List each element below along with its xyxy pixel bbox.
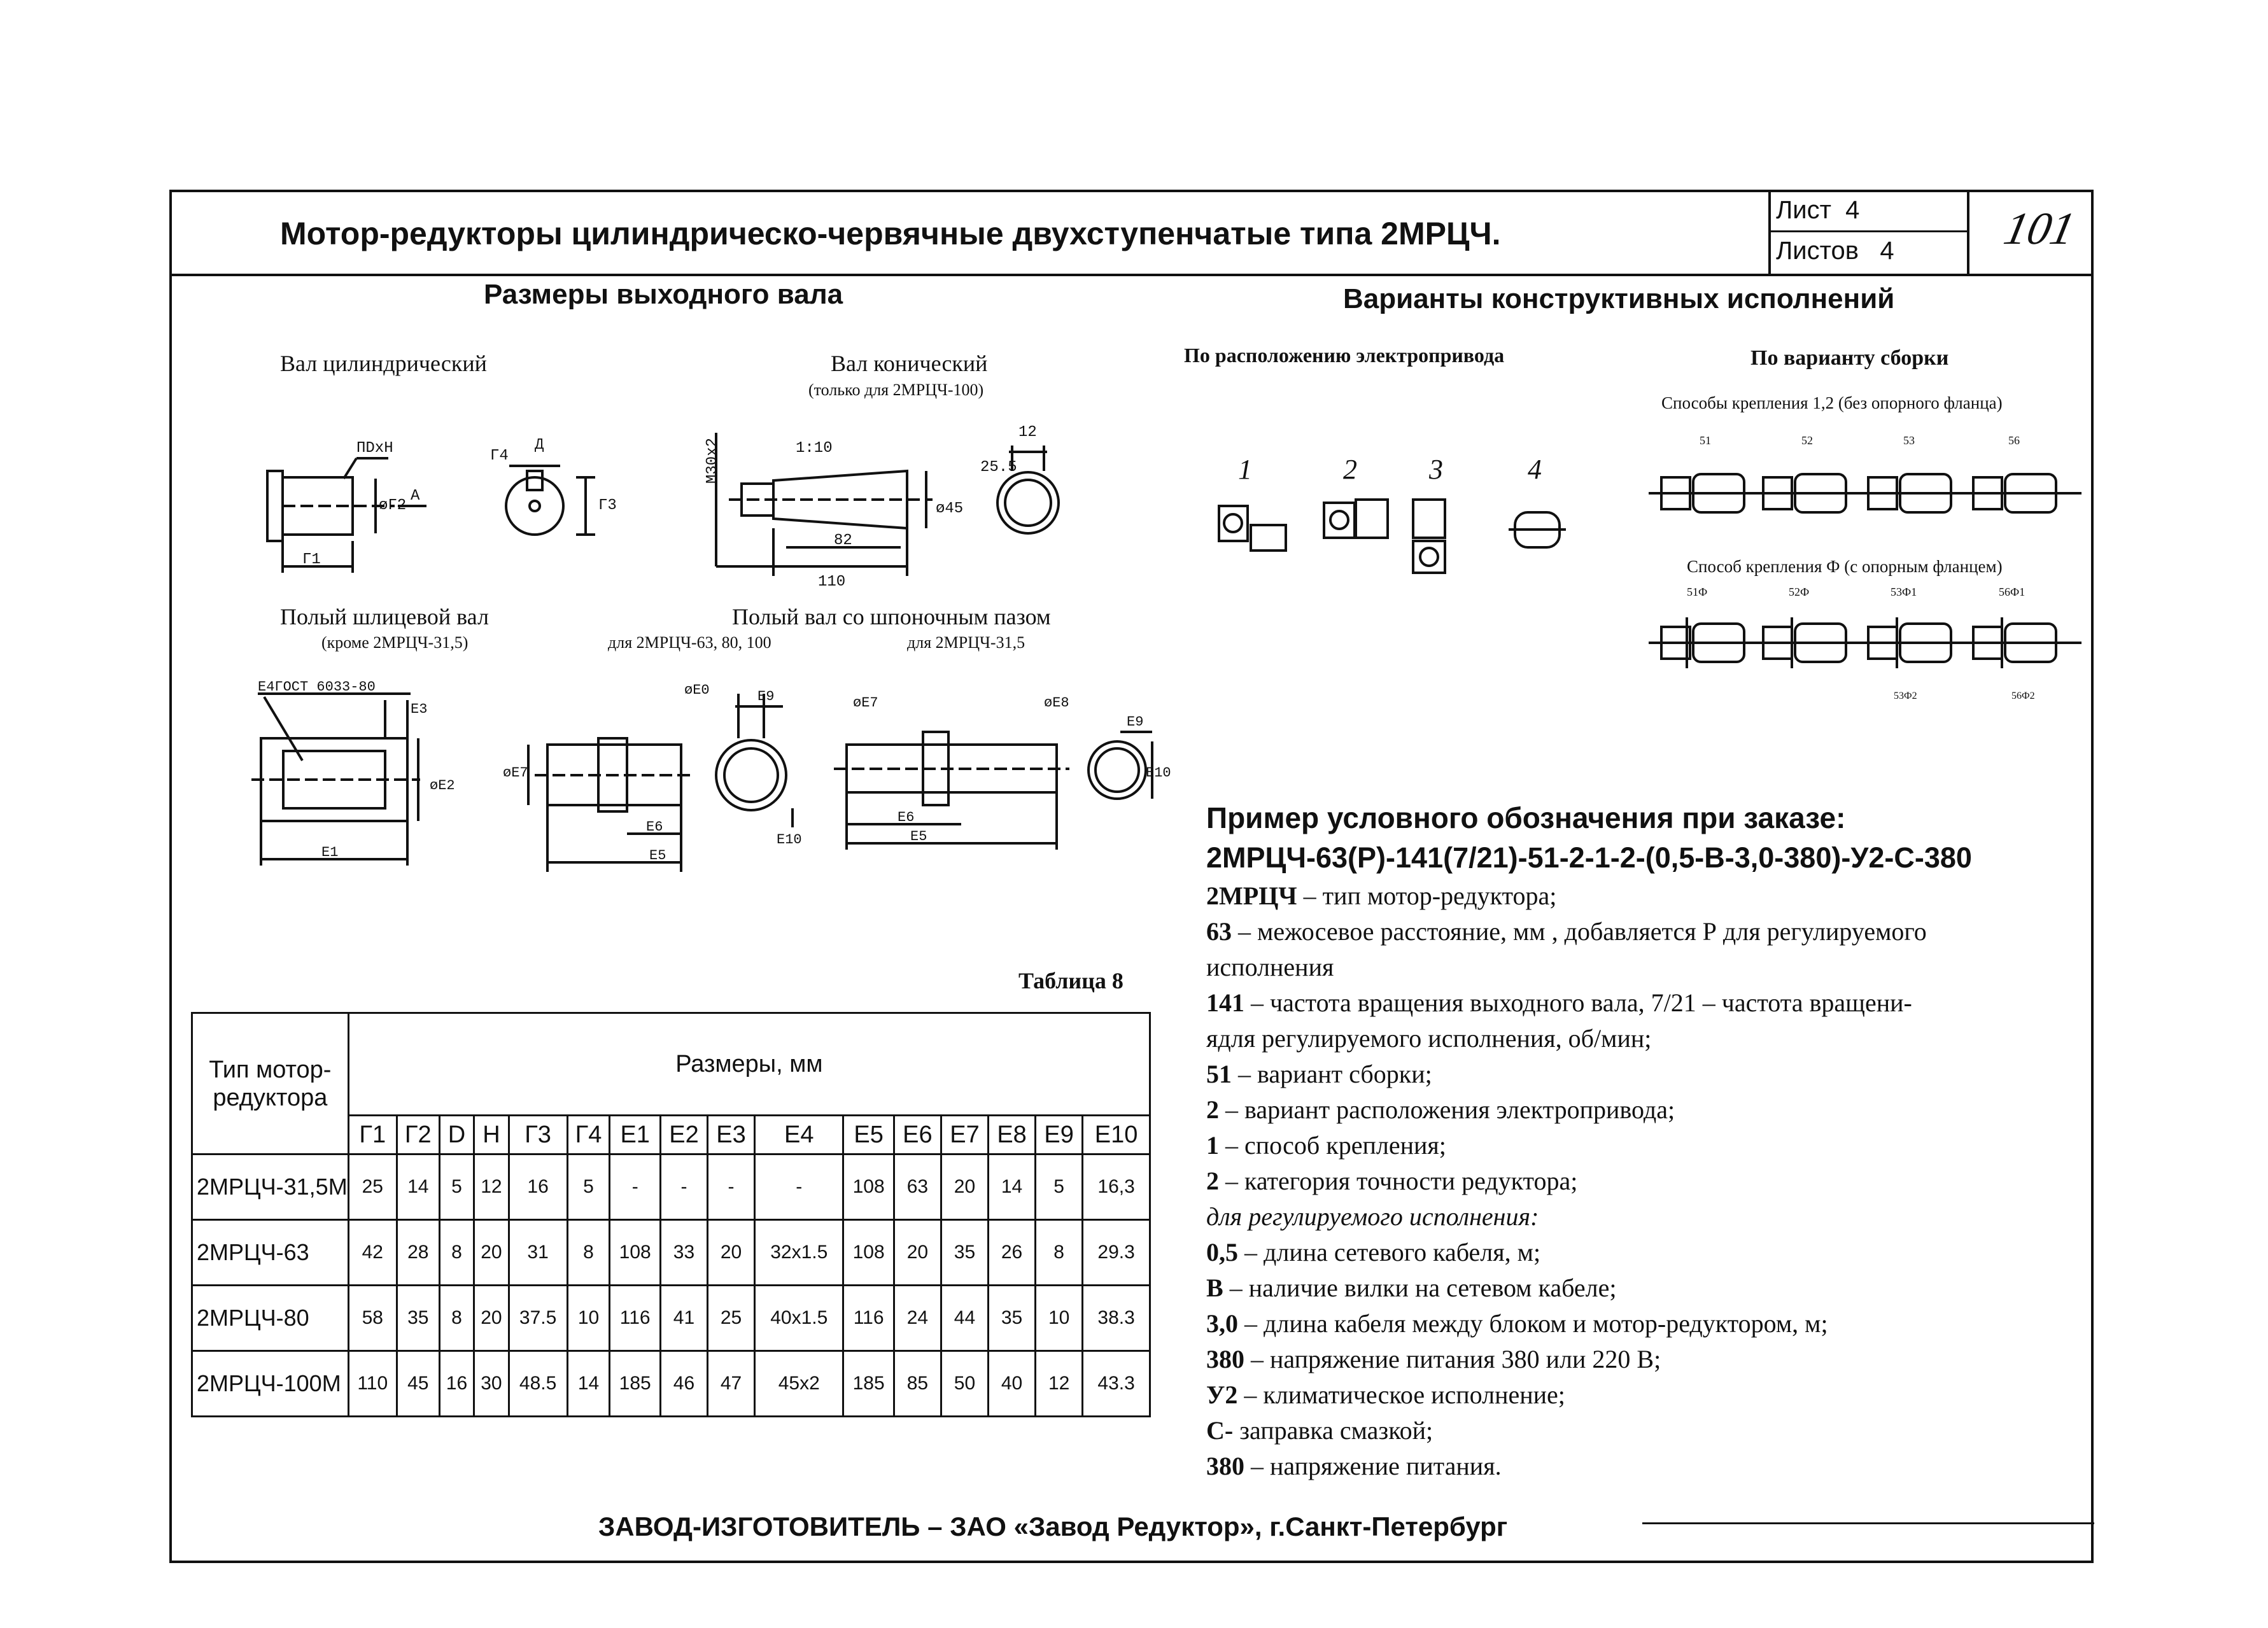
label-e8: øЕ8 — [1044, 695, 1069, 711]
legend-text: – межосевое расстояние, мм , добавляется Р для регулируемого — [1232, 917, 1927, 946]
label-m30: М30х2 — [704, 437, 721, 484]
table-row — [192, 1351, 1150, 1417]
legend-text: – напряжение питания. — [1244, 1452, 1502, 1480]
drawing-hollow-key-315 — [834, 681, 1171, 872]
drawing-assembly-top — [1649, 458, 2081, 528]
label-g2: øГ2 — [379, 497, 407, 514]
col-e1: Е1 — [610, 1116, 660, 1154]
sheets-cell — [1776, 237, 1894, 265]
legend-line — [1206, 1449, 1927, 1484]
table-cell: - — [755, 1154, 843, 1220]
col-e8: Е8 — [989, 1116, 1036, 1154]
label-255: 25.5 — [980, 459, 1017, 476]
table-row — [192, 1220, 1150, 1286]
col-e6: Е6 — [894, 1116, 941, 1154]
caption-hollow-key-note2: для 2МРЦЧ-31,5 — [907, 633, 1025, 652]
col-e2: Е2 — [660, 1116, 707, 1154]
caption-shaft-cylindrical: Вал цилиндрический — [280, 351, 487, 376]
label-110: 110 — [818, 573, 846, 591]
legend-key: 2МРЦЧ — [1206, 881, 1297, 910]
legend-text: – наличие вилки на сетевом кабеле; — [1223, 1274, 1617, 1302]
legend-key: В — [1206, 1274, 1223, 1302]
legend-key: С- — [1206, 1416, 1234, 1445]
example-heading: Пример условного обозначения при заказе: — [1206, 801, 1846, 834]
table-cell: 26 — [989, 1220, 1036, 1286]
caption-hollow-spline-note: (кроме 2МРЦЧ-31,5) — [321, 633, 468, 652]
label-e6b: Е6 — [898, 810, 915, 825]
type-header: Тип мотор-редуктора — [192, 1013, 349, 1154]
row-type-name: 2МРЦЧ-31,5М — [192, 1154, 349, 1220]
table-cell: 40x1.5 — [755, 1286, 843, 1351]
row-type-name: 2МРЦЧ-63 — [192, 1220, 349, 1286]
header-divider — [169, 274, 2094, 276]
assembly-56: 56 — [2008, 434, 2020, 447]
assembly-51f: 51Ф — [1687, 586, 1708, 598]
table-cell: 42 — [348, 1220, 397, 1286]
drive-position-1: 1 — [1238, 454, 1252, 485]
table-cell: 8 — [439, 1220, 474, 1286]
table-cell: 25 — [348, 1154, 397, 1220]
label-a: А — [411, 488, 420, 505]
table-cell: 35 — [941, 1220, 988, 1286]
table-cell: 63 — [894, 1154, 941, 1220]
label-e10: Е10 — [777, 832, 802, 848]
col-g3: Г3 — [509, 1116, 567, 1154]
legend-line — [1206, 1377, 1927, 1413]
label-e3: Е3 — [411, 701, 428, 717]
table-cell: - — [610, 1154, 660, 1220]
label-taper: 1:10 — [796, 440, 833, 457]
table-cell: 28 — [397, 1220, 439, 1286]
legend-key: 1 — [1206, 1131, 1219, 1160]
drawing-hollow-key-63 — [503, 681, 815, 885]
legend-text: – длина сетевого кабеля, м; — [1238, 1238, 1541, 1267]
table-cell: 5 — [567, 1154, 610, 1220]
legend-key: 3,0 — [1206, 1309, 1238, 1338]
col-e4: Е4 — [755, 1116, 843, 1154]
table-cell: 14 — [989, 1154, 1036, 1220]
legend-text: – длина кабеля между блоком и мотор-редуктором, м; — [1238, 1309, 1828, 1338]
table-cell: 41 — [660, 1286, 707, 1351]
table-cell: 108 — [610, 1220, 660, 1286]
legend-text: ядля регулируемого исполнения, об/мин; — [1206, 1024, 1652, 1053]
table-cell: 16,3 — [1083, 1154, 1150, 1220]
label-e7b: øЕ7 — [853, 695, 878, 711]
legend-text: для регулируемого исполнения: — [1206, 1202, 1539, 1231]
table-cell: 47 — [708, 1351, 755, 1417]
legend-key: 380 — [1206, 1345, 1244, 1373]
drawing-assembly-bottom — [1649, 608, 2081, 678]
legend-line — [1206, 1128, 1927, 1163]
caption-by-assembly: По варианту сборки — [1750, 346, 1949, 370]
label-gost: Е4ГОСТ 6033-80 — [258, 679, 376, 695]
legend-line — [1206, 985, 1927, 1021]
table-body — [192, 1154, 1150, 1417]
legend-text: – вариант расположения электропривода; — [1219, 1095, 1675, 1124]
caption-shaft-conical: Вал конический — [831, 351, 988, 376]
sheet-cell — [1776, 196, 1859, 225]
label-e2: øЕ2 — [430, 778, 455, 794]
legend-line — [1206, 1270, 1927, 1306]
table-cell: 8 — [1036, 1220, 1083, 1286]
table-cell: 40 — [989, 1351, 1036, 1417]
table-cell: 85 — [894, 1351, 941, 1417]
table-cell: 5 — [1036, 1154, 1083, 1220]
table-cell: 20 — [474, 1220, 509, 1286]
col-e9: Е9 — [1036, 1116, 1083, 1154]
table-cell: - — [660, 1154, 707, 1220]
table-cell: 45x2 — [755, 1351, 843, 1417]
legend-line — [1206, 1199, 1927, 1235]
table-cell: 110 — [348, 1351, 397, 1417]
col-g2: Г2 — [397, 1116, 439, 1154]
assembly-52f: 52Ф — [1789, 586, 1810, 598]
assembly-53f1: 53Ф1 — [1891, 586, 1917, 598]
drawing-drive-positions — [1209, 490, 1591, 586]
example-legend — [1206, 878, 1927, 1484]
legend-line — [1206, 1413, 1927, 1449]
right-section-title: Варианты конструктивных исполнений — [1343, 283, 1895, 314]
caption-by-drive: По расположению электропривода — [1184, 344, 1505, 367]
sizes-header: Размеры, мм — [348, 1013, 1150, 1116]
legend-line — [1206, 1092, 1927, 1128]
label-dxh: ПDxН — [356, 440, 393, 457]
header-sheet-sep — [1768, 230, 1968, 232]
table-cell: 20 — [894, 1220, 941, 1286]
assembly-53: 53 — [1903, 434, 1915, 447]
legend-text: заправка смазкой; — [1233, 1416, 1433, 1445]
label-d45: ø45 — [936, 500, 964, 517]
legend-key: 141 — [1206, 988, 1244, 1017]
legend-text: – тип мотор-редуктора; — [1297, 881, 1557, 910]
label-g1: Г1 — [302, 551, 321, 568]
table-cell: 108 — [843, 1154, 894, 1220]
table-cell: 116 — [610, 1286, 660, 1351]
assembly-56f2: 56Ф2 — [2011, 691, 2035, 701]
legend-text: исполнения — [1206, 953, 1334, 981]
caption-mounting-f: Способ крепления Ф (с опорным фланцем) — [1687, 557, 2003, 576]
legend-text: – вариант сборки; — [1232, 1060, 1432, 1088]
dimensions-table — [191, 1012, 1151, 1417]
table-cell: 31 — [509, 1220, 567, 1286]
table-cell: 33 — [660, 1220, 707, 1286]
drawing-cylindrical-shaft — [255, 420, 637, 586]
drive-position-3: 3 — [1429, 454, 1443, 485]
legend-line — [1206, 950, 1927, 985]
assembly-51: 51 — [1700, 434, 1711, 447]
assembly-56f1: 56Ф1 — [1999, 586, 2025, 598]
table-cell: 20 — [941, 1154, 988, 1220]
col-d: D — [439, 1116, 474, 1154]
table-cell: 116 — [843, 1286, 894, 1351]
table-cell: 30 — [474, 1351, 509, 1417]
legend-key: 2 — [1206, 1095, 1219, 1124]
legend-line — [1206, 1056, 1927, 1092]
legend-line — [1206, 1235, 1927, 1270]
table-cell: 32x1.5 — [755, 1220, 843, 1286]
legend-key: 380 — [1206, 1452, 1244, 1480]
label-e5b: Е5 — [910, 829, 927, 845]
table-cell: 5 — [439, 1154, 474, 1220]
table-cell: 50 — [941, 1351, 988, 1417]
table-cell: 185 — [843, 1351, 894, 1417]
label-12: 12 — [1018, 424, 1037, 441]
table-cell: 20 — [708, 1220, 755, 1286]
legend-line — [1206, 1306, 1927, 1342]
table-cell: 35 — [397, 1286, 439, 1351]
label-82: 82 — [834, 532, 852, 549]
col-e3: Е3 — [708, 1116, 755, 1154]
header-vsep-2 — [1967, 190, 1969, 275]
label-e7: øЕ7 — [503, 765, 528, 781]
label-d: Д — [535, 437, 544, 454]
header-vsep-1 — [1768, 190, 1771, 275]
legend-key: 63 — [1206, 917, 1232, 946]
row-type-name: 2МРЦЧ-100М — [192, 1351, 349, 1417]
drawing-hollow-spline — [251, 675, 468, 885]
table-cell: 14 — [567, 1351, 610, 1417]
table-cell: 8 — [439, 1286, 474, 1351]
footer-manufacturer: ЗАВОД-ИЗГОТОВИТЕЛЬ – ЗАО «Завод Редуктор», г.Санкт-Петербург — [598, 1512, 1508, 1541]
legend-key: У2 — [1206, 1380, 1238, 1409]
page-number: 101 — [1999, 203, 2080, 254]
sheet-label: Лист — [1776, 196, 1831, 224]
table-cell: 20 — [474, 1286, 509, 1351]
legend-key: 51 — [1206, 1060, 1232, 1088]
drive-position-2: 2 — [1343, 454, 1357, 485]
table-cell: 24 — [894, 1286, 941, 1351]
table-cell: 14 — [397, 1154, 439, 1220]
caption-hollow-spline: Полый шлицевой вал — [280, 604, 489, 629]
table-cell: 44 — [941, 1286, 988, 1351]
table-row — [192, 1154, 1150, 1220]
legend-key: 2 — [1206, 1167, 1219, 1195]
table-cell: 16 — [509, 1154, 567, 1220]
label-e6: Е6 — [646, 819, 663, 835]
legend-line — [1206, 878, 1927, 914]
example-code: 2МРЦЧ-63(Р)-141(7/21)-51-2-1-2-(0,5-В-3,0-380)-У2-С-380 — [1206, 841, 1972, 874]
sheet-value: 4 — [1845, 196, 1860, 224]
legend-line — [1206, 914, 1927, 950]
table-cell: - — [708, 1154, 755, 1220]
legend-text: – способ крепления; — [1219, 1131, 1446, 1160]
assembly-52: 52 — [1801, 434, 1813, 447]
table-cell: 108 — [843, 1220, 894, 1286]
caption-shaft-conical-note: (только для 2МРЦЧ-100) — [808, 381, 984, 399]
label-e1: Е1 — [321, 845, 339, 860]
sheets-value: 4 — [1880, 237, 1894, 265]
label-e9b: Е9 — [1127, 714, 1144, 730]
caption-mounting-12: Способы крепления 1,2 (без опорного фланца) — [1661, 393, 2003, 412]
caption-hollow-key-note1: для 2МРЦЧ-63, 80, 100 — [608, 633, 771, 652]
page-title: Мотор-редукторы цилиндрическо-червячные двухступенчатые типа 2МРЦЧ. — [280, 216, 1501, 251]
footer-rule — [1642, 1522, 2094, 1524]
table-cell: 37.5 — [509, 1286, 567, 1351]
table-cell: 16 — [439, 1351, 474, 1417]
col-g1: Г1 — [348, 1116, 397, 1154]
table-cell: 43.3 — [1083, 1351, 1150, 1417]
table-cell: 58 — [348, 1286, 397, 1351]
legend-text: – напряжение питания 380 или 220 В; — [1244, 1345, 1661, 1373]
label-g3: Г3 — [598, 497, 617, 514]
label-g4: Г4 — [490, 447, 509, 465]
legend-line — [1206, 1342, 1927, 1377]
label-e0: øЕ0 — [684, 682, 710, 698]
table-cell: 46 — [660, 1351, 707, 1417]
drawing-conical-shaft — [691, 407, 1085, 598]
drive-position-4: 4 — [1528, 454, 1542, 485]
table-cell: 185 — [610, 1351, 660, 1417]
table-row — [192, 1286, 1150, 1351]
table-cell: 25 — [708, 1286, 755, 1351]
sheets-label: Листов — [1776, 237, 1859, 265]
label-e9: Е9 — [757, 689, 775, 705]
table-cell: 35 — [989, 1286, 1036, 1351]
table-cell: 12 — [1036, 1351, 1083, 1417]
legend-key: 0,5 — [1206, 1238, 1238, 1267]
table-cell: 12 — [474, 1154, 509, 1220]
col-e7: Е7 — [941, 1116, 988, 1154]
legend-line — [1206, 1021, 1927, 1056]
legend-line — [1206, 1163, 1927, 1199]
col-h: Н — [474, 1116, 509, 1154]
table-cell: 48.5 — [509, 1351, 567, 1417]
assembly-53f2: 53Ф2 — [1894, 691, 1917, 701]
table-cell: 8 — [567, 1220, 610, 1286]
caption-hollow-key: Полый вал со шпоночным пазом — [732, 604, 1051, 629]
col-g4: Г4 — [567, 1116, 610, 1154]
col-e10: Е10 — [1083, 1116, 1150, 1154]
label-e10b: Е10 — [1146, 765, 1171, 781]
legend-text: – частота вращения выходного вала, 7/21 – частота вращени- — [1244, 988, 1912, 1017]
legend-text: – категория точности редуктора; — [1219, 1167, 1578, 1195]
legend-text: – климатическое исполнение; — [1237, 1380, 1565, 1409]
table-cell: 38.3 — [1083, 1286, 1150, 1351]
col-e5: Е5 — [843, 1116, 894, 1154]
table-caption: Таблица 8 — [1018, 968, 1123, 993]
label-e5: Е5 — [649, 848, 666, 864]
table-cell: 45 — [397, 1351, 439, 1417]
table-cell: 10 — [567, 1286, 610, 1351]
left-section-title: Размеры выходного вала — [484, 279, 843, 310]
table-cell: 10 — [1036, 1286, 1083, 1351]
table-cell: 29.3 — [1083, 1220, 1150, 1286]
row-type-name: 2МРЦЧ-80 — [192, 1286, 349, 1351]
